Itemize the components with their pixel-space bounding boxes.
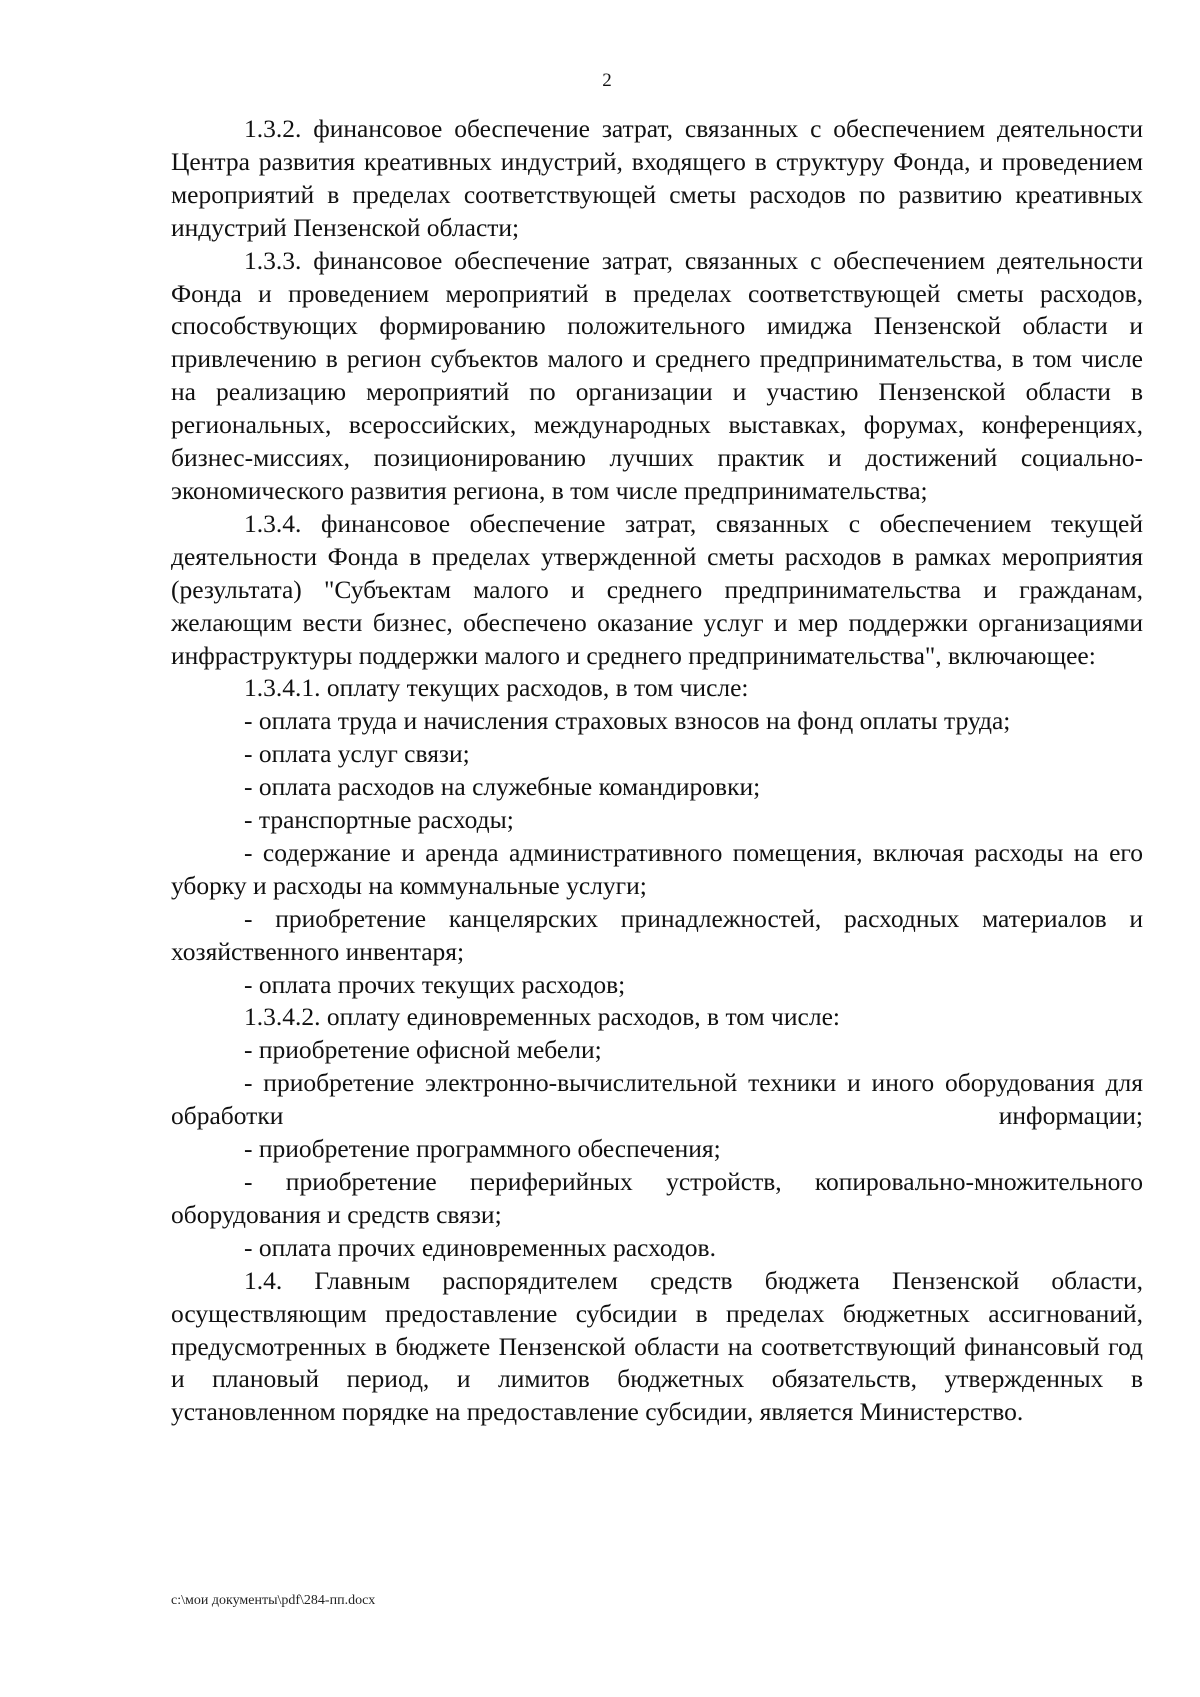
list-item: - приобретение канцелярских принадлежностей, расходных материалов и хозяйственного инвентаря; — [171, 903, 1143, 966]
paragraph-1-3-4: 1.3.4. финансовое обеспечение затрат, связанных с обеспечением текущей деятельности Фонда в пределах утвержденной сметы расходов в рамках мероприятия (результата) "Субъектам малого и среднего предпринимательства и гражданам, желающим вести бизнес, обеспечено оказание услуг и мер поддержки организациями инфраструктуры поддержки малого и среднего предпринимательства", включающее: — [171, 508, 1143, 670]
list-item: - оплата прочих единовременных расходов. — [244, 1232, 716, 1262]
list-item: - приобретение электронно-вычислительной техники и иного оборудования для обработки информации; — [171, 1068, 1143, 1131]
paragraph-1-3-4-1: 1.3.4.1. оплату текущих расходов, в том числе: — [244, 673, 749, 703]
list-item: - приобретение офисной мебели; — [244, 1035, 602, 1065]
paragraph-1-3-4-2: 1.3.4.2. оплату единовременных расходов, в том числе: — [244, 1002, 840, 1032]
list-item: - приобретение периферийных устройств, копировально-множительного оборудования и средств связи; — [171, 1167, 1143, 1229]
paragraph-1-3-2: 1.3.2. финансовое обеспечение затрат, связанных с обеспечением деятельности Центра развития креативных индустрий, входящего в структуру Фонда, и проведением мероприятий в пределах соответствующей сметы расходов по развитию креативных индустрий Пензенской области; — [171, 114, 1143, 242]
list-item: - транспортные расходы; — [244, 805, 514, 835]
list-item: - содержание и аренда административного помещения, включая расходы на его уборку и расходы на коммунальные услуги; — [171, 837, 1143, 900]
paragraph-1-4: 1.4. Главным распорядителем средств бюджета Пензенской области, осуществляющим предоставление субсидии в пределах бюджетных ассигнований, предусмотренных в бюджете Пензенской области на соответствующий финансовый год и плановый период, и лимитов бюджетных обязательств, утвержденных в установленном порядке на предоставление субсидии, является Министерство. — [171, 1265, 1143, 1427]
list-item: - приобретение программного обеспечения; — [244, 1134, 721, 1164]
list-item: - оплата расходов на служебные командировки; — [244, 772, 761, 802]
paragraph-1-3-3: 1.3.3. финансовое обеспечение затрат, связанных с обеспечением деятельности Фонда и проведением мероприятий в пределах соответствующей сметы расходов, способствующих формированию положительного имиджа Пензенской области и привлечению в регион субъектов малого и среднего предпринимательства, в том числе на реализацию мероприятий по организации и участию Пензенской области в региональных, всероссийских, международных выставках, форумах, конференциях, бизнес-миссиях, позиционированию лучших практик и достижений социально-экономического развития региона, в том числе предпринимательства; — [171, 245, 1143, 505]
list-item: - оплата прочих текущих расходов; — [244, 969, 626, 999]
list-item: - оплата труда и начисления страховых взносов на фонд оплаты труда; — [244, 706, 1011, 736]
document-body — [171, 113, 1143, 1429]
page-number: 2 — [602, 70, 612, 91]
list-item: - оплата услуг связи; — [244, 739, 470, 769]
footer-file-path: c:\мои документы\pdf\284-пп.docx — [171, 1593, 376, 1608]
